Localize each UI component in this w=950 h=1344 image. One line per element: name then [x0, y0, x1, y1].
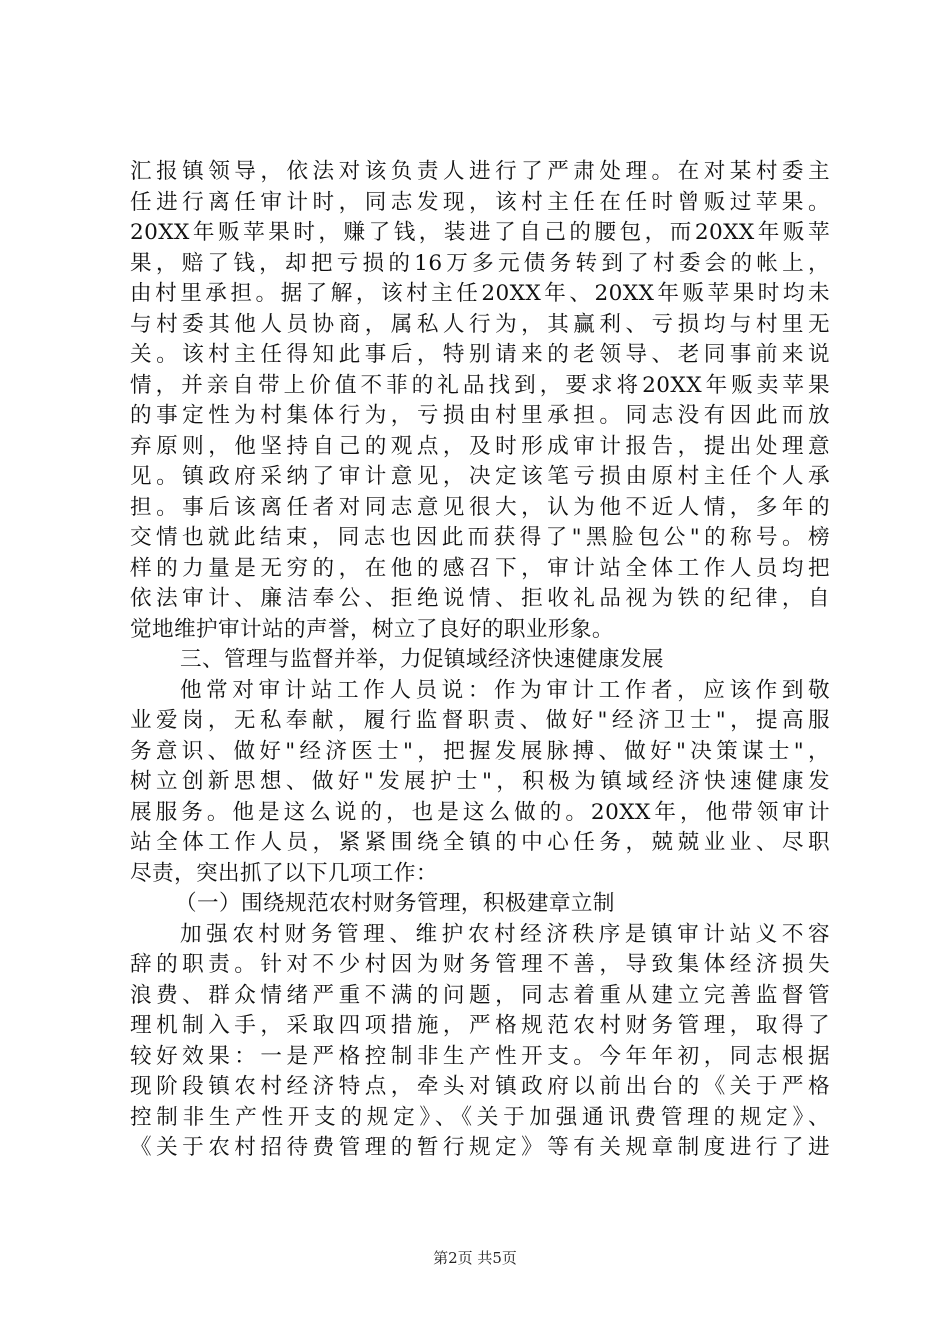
section-heading: 三、管理与监督并举，力促镇域经济快速健康发展	[180, 647, 664, 672]
text-line: 弃原则，他坚持自己的观点，及时形成审计报告，提出处理意	[130, 433, 830, 459]
text-line: 20XX年贩苹果时，赚了钱，装进了自己的腰包，而20XX年贩苹	[130, 220, 830, 245]
text-line: 业爱岗，无私奉献，履行监督职责、做好"经济卫士"，提高服	[130, 708, 830, 733]
text-line: 现阶段镇农村经济特点，牵头对镇政府以前出台的《关于严格	[130, 1074, 830, 1099]
text-line: 依法审计、廉洁奉公、拒绝说情、拒收礼品视为铁的纪律，自	[130, 586, 830, 611]
text-line: 站全体工作人员，紧紧围绕全镇的中心任务，兢兢业业、尽职	[130, 830, 830, 855]
text-line: 样的力量是无穷的，在他的感召下，审计站全体工作人员均把	[130, 555, 830, 581]
text-line: 辞的职责。针对不少村因为财务管理不善，导致集体经济损失	[130, 952, 830, 977]
text-line: 树立创新思想、做好"发展护士"，积极为镇域经济快速健康发	[130, 769, 830, 794]
text-line: 他常对审计站工作人员说：作为审计工作者，应该作到敬	[180, 677, 830, 703]
text-line: 见。镇政府采纳了审计意见，决定该笔亏损由原村主任个人承	[130, 464, 830, 489]
text-line: 尽责，突出抓了以下几项工作：	[130, 860, 438, 886]
text-line: 任进行离任审计时，同志发现，该村主任在任时曾贩过苹果。	[130, 189, 830, 215]
text-line: 情，并亲自带上价值不菲的礼品找到，要求将20XX年贩卖苹果	[130, 372, 830, 398]
text-line: 果，赔了钱，却把亏损的16万多元债务转到了村委会的帐上，	[130, 250, 830, 276]
body-text	[130, 157, 830, 1164]
text-line: 浪费、群众情绪严重不满的问题，同志着重从建立完善监督管	[130, 982, 830, 1008]
text-line: 理机制入手，采取四项措施，严格规范农村财务管理，取得了	[130, 1013, 830, 1038]
text-line: 觉地维护审计站的声誉，树立了良好的职业形象。	[130, 616, 614, 642]
text-line: 汇报镇领导，依法对该负责人进行了严肃处理。在对某村委主	[130, 159, 830, 184]
subsection-heading: （一）围绕规范农村财务管理，积极建章立制	[175, 891, 615, 916]
text-line: 《关于农村招待费管理的暂行规定》等有关规章制度进行了进	[130, 1135, 830, 1160]
text-line: 关。该村主任得知此事后，特别请来的老领导、老同事前来说	[130, 342, 830, 367]
text-line: 展服务。他是这么说的，也是这么做的。20XX年，他带领审计	[130, 799, 830, 825]
page-number: 第2页 共5页	[433, 1249, 517, 1267]
text-line: 控制非生产性开支的规定》、《关于加强通讯费管理的规定》、	[130, 1104, 830, 1130]
text-line: 务意识、做好"经济医士"，把握发展脉搏、做好"决策谋士"，	[130, 738, 830, 764]
text-line: 的事定性为村集体行为，亏损由村里承担。同志没有因此而放	[130, 403, 830, 428]
text-line: 加强农村财务管理、维护农村经济秩序是镇审计站义不容	[180, 921, 830, 947]
text-line: 交情也就此结束，同志也因此而获得了"黑脸包公"的称号。榜	[130, 525, 830, 550]
text-line: 由村里承担。据了解，该村主任20XX年、20XX年贩苹果时均未	[130, 281, 830, 306]
text-line: 较好效果：一是严格控制非生产性开支。今年年初，同志根据	[130, 1043, 830, 1069]
text-line: 与村委其他人员协商，属私人行为，其赢利、亏损均与村里无	[130, 311, 830, 337]
text-line: 担。事后该离任者对同志意见很大，认为他不近人情，多年的	[130, 494, 830, 520]
